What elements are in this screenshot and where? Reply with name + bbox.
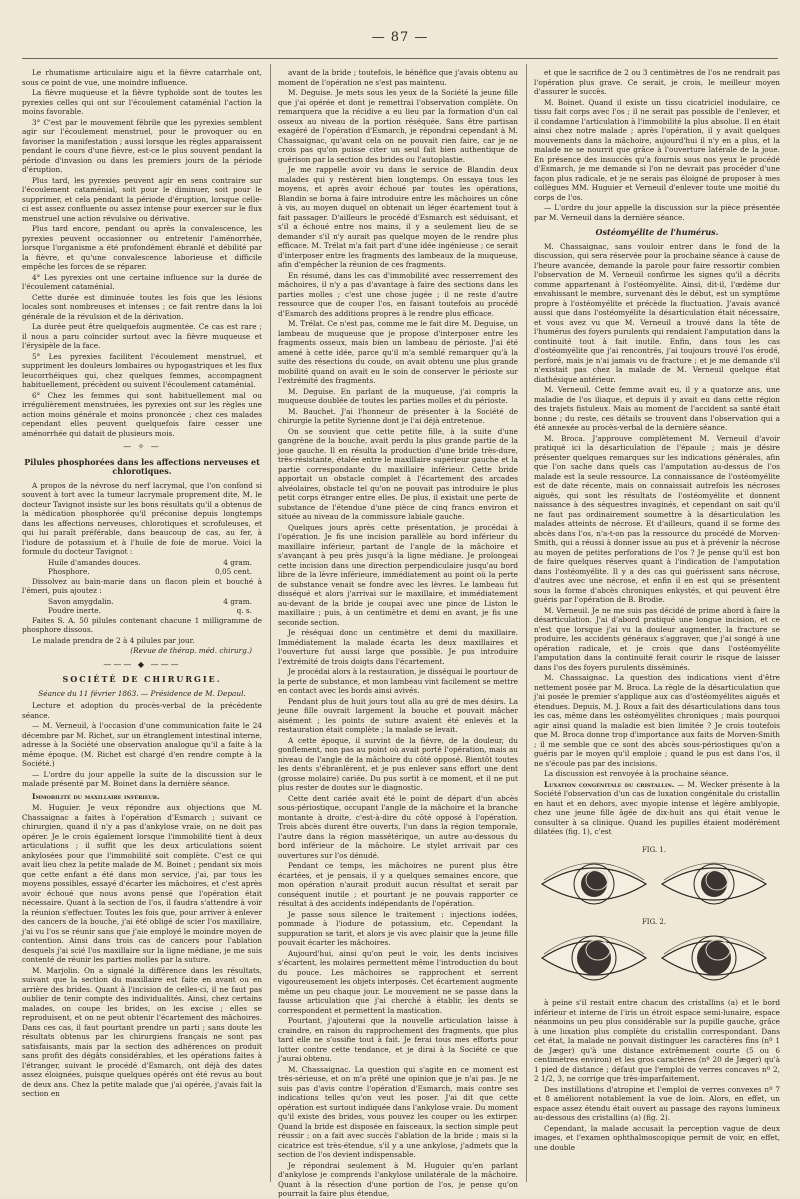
paragraph: Lecture et adoption du procès-verbal de la précédente séance. [22, 701, 262, 720]
paragraph: M. Chassaignac. La question des indications vient d'être nettement posée par M. Broca. La règle de la désarticulation que j'ai posée le premier s'applique aux cas d'ostéomyélites aiguës et étendues. Depuis, M. J. Roux a fait des désarticulations dans tous les cas, même dans les ostéomyélites chroniques ; mais pourquoi agir ainsi quand la maladie est bien limitée ? Je crois toutefois que M. Broca donne trop d'importance aux faits de Morven-Smith ; il me semble que ce sont des abcès sous-périostiques qu'on a guéris par le moyen qu'il emploie ; quand le pus est dans l'os, il ne s'écoule pas par des incisions. [534, 673, 780, 768]
paragraph-text: — M. Wecker présente à la Société l'observation d'un cas de luxation congénitale du cristallin en haut et en dehors, avec myopie intense et légère amblyopie, chez une jeune fille âgée de dix-huit ans qui était venue le consulter à sa clinique. Quand les pupilles étaient modérément dilatées (fig. 1), c'est [534, 779, 780, 836]
paragraph [534, 780, 780, 837]
quantity: q. s. [236, 606, 252, 615]
paragraph: Aujourd'hui, ainsi qu'on peut le voir, les dents incisives s'écartent, les molaires permettent même l'introduction du bout du pouce. Les mâchoires se rapprochent et serrent vigoureusement les objets interposés. Cet écartement augmente même un peu chaque jour. Le mouvement ne se passe dans la fausse articulation que j'ai cherché à établir, les dents se correspondent et permettent la mastication. [278, 948, 518, 1015]
header-rule [22, 58, 778, 59]
paragraph: à peine s'il restait entre chacun des cristallins (a) et le bord inférieur et interne de l'iris un étroit espace semi-lunaire, espace néanmoins un peu plus considérable sur la pupille gauche, grâce à une luxation plus complète du cristallin correspondant. Dans cet état, la malade ne pouvait distinguer les caractères fins (nº 1 de Jæger) qu'à une distance extrêmement courte (5 ou 6 centimètres environ) et les gros caractères (nº 20 de Jæger) qu'à 1 pied de distance ; défaut que l'emploi de verres concaves nº 2, 2 1/2, 3, ne corrige que très-imparfaitement. [534, 998, 780, 1083]
formula-line [22, 558, 262, 568]
pyrexie-conclusions [22, 68, 262, 438]
formula-line [22, 567, 262, 577]
paragraph: 4° Les pyrexies ont une certaine influence sur la durée de l'écoulement cataménial. [22, 272, 262, 291]
paragraph: M. Broca. J'approuve complètement M. Verneuil d'avoir pratiqué ici la désarticulation de l'épaule ; mais je désire présenter quelques remarques sur les indications générales, afin que l'on sache dans quels cas l'amputation au-dessus de l'os malade est la seule ressource. La connaissance de l'ostéomyélite est de date récente, mais on connaissait autrefois les nécroses aiguës, qui sont les résultats de l'ostéomyélite et donnent naissance à des séquestres invaginés, et cependant on sait qu'il ne faut pas ordinairement soumettre à la désarticulation les malades atteints de nécrose. Et d'ailleurs, quand il se forme des abcès dans l'os, n'a-t-on pas la ressource du procédé de Morven-Smith, qui a réussi à donner issue au pus et à prévenir la nécrose au moyen de petites perforations de l'os ? Je pense qu'il est bon de faire quelques réserves quant à l'indication de l'amputation dans l'ostéomyélite. Il y a des cas qui guérissent sans nécrose, d'autres avec une nécrose, et enfin il en est qui se présentent sous la forme d'abcès chroniques enkystés, et qui peuvent être guéris par l'opération de B. Brodie. [534, 433, 780, 604]
subsection-title-immobilite: Immobilité du maxillaire inférieur. [32, 791, 160, 801]
paragraph: M. Verneuil. Je ne me suis pas décidé de prime abord à faire la désarticulation. J'ai d'abord pratiqué une longue incision, et ce n'est que lorsque j'ai vu la douleur augmenter, la fracture se produire, les accidents généraux s'aggraver, que j'ai songé à une opération radicale, et je crois que dans l'ostéomyélite l'amputation dans la continuité ferait courir le risque de laisser dans l'os des foyers purulents disséminés. [534, 605, 780, 672]
source-citation: (Revue de thérap. méd. chirurg.) [130, 646, 252, 655]
eye-icon [542, 936, 646, 980]
paragraph: Des instillations d'atropine et l'emploi de verres convexes nº 7 et 8 améliorent notablement la vue de loin. Alors, en effet, un espace assez étendu était ouvert au passage des rayons lumineux au-dessous des cristallins (a) (fig. 2). [534, 1084, 780, 1122]
section-title-pilules: Pilules phosphorées dans les affections nerveuses et chlorotiques. [24, 456, 260, 476]
quantity: 0,05 cent. [215, 567, 252, 576]
column-divider [526, 64, 527, 1182]
paragraph: M. Trélat. Ce n'est pas, comme me le fait dire M. Deguise, un lambeau de muqueuse que je propose d'interposer entre les fragments osseux, mais bien un lambeau de périoste. J'ai été amené à cette idée, parce qu'il m'a semblé remarquer qu'à la suite des résections du coude, on avait obtenu une plus grande mobilité quand on avait eu le soin de conserver le périoste sur l'extrémité des fragments. [278, 319, 518, 385]
paragraph: Je répondrai seulement à M. Huguier qu'en parlant d'ankylose je comprends l'ankylose unilatérale de la mâchoire. Quant à la résection d'une portion de l'os, je pense qu'on pourrait la faire plus étendue, [278, 1160, 518, 1198]
ingredient: Huile d'amandes douces. [48, 557, 141, 567]
subsection-title-osteomyelite: Ostéomyélite de l'humérus. [595, 227, 719, 237]
fig1-label: FIG. 1. [641, 845, 667, 854]
paragraph: Le rhumatisme articulaire aigu et la fièvre catarrhale ont, sous ce point de vue, une moindre influence. [22, 68, 262, 87]
eye-icon [662, 863, 766, 904]
paragraph: Quelques jours après cette présentation, je procédai à l'opération. Je fis une incision parallèle au bord inférieur du maxillaire inférieur, partant de l'angle de la mâchoire et s'avançant à peu près jusqu'à la ligne médiane. Je prolongeai cette incision dans une direction perpendiculaire jusqu'au bord libre de la lèvre inférieure, immédiatement au point où la perte de substance venait se fondre avec les lèvres. Le lambeau fut disséqué et alors j'arrivai sur le maxillaire, et immédiatement au-devant de la bride je coupai avec une pince de Liston le maxillaire ; puis, à un centimètre et demi en avant, je fis une seconde section. [278, 522, 518, 627]
paragraph: Je passe sous silence le traitement : injections iodées, pommade à l'iodure de potassium, etc. Cependant la suppuration se tarit, et alors je vis avec plaisir que la jeune fille pouvait écarter les mâchoires. [278, 909, 518, 947]
quantity: 4 gram. [223, 596, 252, 606]
figure-1 [542, 846, 766, 904]
paragraph: — L'ordre du jour appelle la suite de la discussion sur le malade présenté par M. Boinet dans la dernière séance. [22, 769, 262, 788]
paragraph: Plus tard encore, pendant ou après la convalescence, les pyrexies peuvent occasionner ou entretenir l'aménorrhée, lorsque l'organisme a été profondément ébranlé et débilité par la fièvre, et qu'une convalescence laborieuse et difficile empêche les forces de se réparer. [22, 224, 262, 271]
paragraph: La discussion est renvoyée à la prochaine séance. [544, 769, 729, 778]
eye-icon [662, 936, 766, 980]
page-number: — 87 — [371, 30, 429, 45]
quantity: 4 gram. [223, 557, 252, 567]
paragraph: Pourtant, j'ajouterai que la nouvelle articulation laisse à craindre, en raison du rapprochement des fragments, que plus tard elle ne s'ossifie tout à fait. Je ferai tous mes efforts pour lutter contre cette tendance, et je dirai à la Société ce que j'aurai obtenu. [278, 1016, 518, 1063]
paragraph: Je réséquai donc un centimètre et demi du maxillaire. Immédiatement la malade écarta les deux maxillaires et l'ouverture fut aussi large que possible. Je pus introduire l'extrémité de trois doigts dans l'écartement. [278, 628, 518, 666]
paragraph: Plus tard, les pyrexies peuvent agir en sens contraire sur l'écoulement cataménial, soit pour le diminuer, soit pour le supprimer, et cela pendant la période d'éruption, lorsque celle-ci est assez confluente ou assez intense pour exercer sur le flux menstruel une action révulsive ou dérivative. [22, 175, 262, 223]
paragraph: Le malade prendra de 2 à 4 pilules par jour. [32, 635, 195, 645]
paragraph: On se souvient que cette petite fille, à la suite d'une gangrène de la bouche, avait perdu la plus grande partie de la joue gauche. Il en résulta la production d'une bride très-dure, très-résistante, étalée entre le maxillaire supérieur gauche et la partie correspondante du maxillaire inférieur. Cette bride apportait un obstacle complet à l'écartement des arcades alvéolaires, obstacle tel qu'on ne pouvait pas introduire le plus petit corps étranger entre elles. De plus, il existait une perte de substance de l'étendue d'une pièce de cinq francs environ et située au niveau de la commissure labiale gauche. [278, 426, 518, 521]
column-left [22, 68, 262, 1178]
seance-line: Séance du 11 février 1863. — Présidence de M. Depaul. [38, 688, 246, 698]
paragraph: M. Deguise. En parlant de la muqueuse, j'ai compris la muqueuse doublée de toutes les parties molles et du périoste. [278, 386, 518, 405]
paragraph: En résumé, dans les cas d'immobilité avec resserrement des mâchoires, il n'y a pas d'avantage à faire des sections dans les parties molles ; c'est une chose jugée ; il ne reste d'autre ressource que de couper l'os, en faisant toutefois au procédé d'Esmarch des additions propres à le rendre plus efficace. [278, 270, 518, 318]
formula-line [22, 606, 262, 616]
paragraph: M. Bauchet. J'ai l'honneur de présenter à la Société de chirurgie la petite Syrienne dont je l'ai déjà entretenue. [278, 406, 518, 425]
paragraph: 5° Les pyrexies facilitent l'écoulement menstruel, et suppriment les douleurs lombaires ou hypogastriques et les flux leucorrhéiques qui, chez quelques femmes, accompagnent habituellement, précèdent ou suivent l'écoulement cataménial. [22, 351, 262, 389]
ingredient: Poudre inerte. [48, 606, 101, 615]
paragraph: M. Marjolin. On a signalé la différence dans les résultats, suivant que la section du maxillaire est faite en avant ou en arrière des brides. Quant à l'incision de celles-ci, il ne faut pas oublier de tenir compte des individualités. Ainsi, chez certains malades, on coupe les brides, on les excise ; elles se reproduisent, et on ne peut obtenir l'écartement des mâchoires. Dans ces cas, il faut pourtant prendre un parti ; sans doute les résultats obtenus par les chirurgiens français ne sont pas satisfaisants, mais par la section des adhérences on produit sans profit des dégâts considérables, et les opérations faites à l'étranger, suivant le procédé d'Esmarch, ont déjà des dates assez éloignées, puisque quelques opérés ont été revus au bout de deux ans. Chez la petite malade que j'ai opérée, j'avais fait la section en [22, 965, 262, 1098]
column-right [534, 68, 780, 1178]
paragraph: Cependant, la malade accusait la perception vague de deux images, et l'examen ophthalmoscopique permit de voir, en effet, une double [534, 1123, 780, 1152]
paragraph: M. Chassaignac, sans vouloir entrer dans le fond de la discussion, qui sera réservée pour la prochaine séance à cause de l'heure avancée, demande la parole pour faire ressortir combien l'observation de M. Verneuil confirme les signes qu'il a décrits comme appartenant à l'ostéomyélite. Ainsi, dit-il, l'œdème dur envahissant le membre, survenant dès le début, est un symptôme propre à l'ostéomyélite et précède la fluctuation. J'avais avancé aussi que dans l'ostéomyélite la désarticulation était nécessaire, et vous avez vu que M. Verneuil a trouvé dans la tête de l'humérus des foyers purulents qui rendaient l'amputation dans la continuité tout à fait inutile. Enfin, dans tous les cas d'ostéomyélite que j'ai rencontrés, j'ai toujours trouvé l'os érodé, perforé, mais je n'ai jamais vu de fracture ; et je me demande s'il n'existait pas chez la malade de M. Verneuil quelque état diathésique antérieur. [534, 241, 780, 384]
paragraph: — L'ordre du jour appelle la discussion sur la pièce présentée par M. Verneuil dans la dernière séance. [534, 203, 780, 222]
subsection-title-luxation: Luxation congénitale du cristallin. [544, 779, 675, 789]
figure-2 [542, 918, 766, 980]
paragraph: Je procédai alors à la restauration, je disséquai le pourtour de la perte de substance, et mon lambeau vint facilement se mettre en contact avec les bords ainsi avivés. [278, 667, 518, 695]
paragraph: Pendant plus de huit jours tout alla au gré de mes désirs. La jeune fille ouvrait largement la bouche et pouvait mâcher aisément ; les points de suture avaient été enlevés et la restauration était complète ; la malade se levait. [278, 696, 518, 734]
section-title-societe: SOCIÉTÉ DE CHIRURGIE. [62, 674, 222, 684]
formula-line [22, 597, 262, 607]
paragraph: A cette époque, il survint de la fièvre, de la douleur, du gonflement, non pas au point où avait porté l'opération, mais au niveau de l'angle de la mâchoire du côté opposé. Bientôt toutes les dents s'ébranlèrent, et je pus enlever sans effort une dent (grosse molaire) cariée. Du pus sortit à ce moment, et il ne put plus rester de doutes sur le diagnostic. [278, 735, 518, 792]
ingredient: Phosphore. [48, 567, 90, 576]
paragraph: Pendant ce temps, les mâchoires ne purent plus être écartées, et je pensais, il y a quelques semaines encore, que mon opération n'aurait produit aucun résultat et serait par conséquent inutile ; et pourtant je ne pouvais rapporter ce résultat à des accidents indépendants de l'opération. [278, 861, 518, 908]
eye-icon [542, 863, 646, 904]
column-divider [270, 64, 271, 1182]
fig2-label: FIG. 2. [641, 917, 667, 926]
paragraph: M. Boinet. Quand il existe un tissu cicatriciel inodulaire, ce tissu fait corps avec l'os ; il ne serait pas possible de l'enlever, et il condamne l'articulation à l'immobilité la plus absolue. Il en était ainsi chez notre malade ; après l'opération, il y avait quelques mouvements dans la mâchoire, aujourd'hui il n'y en a plus, et la malade ne se nourrit que grâce à l'ouverture latérale de la joue. En présence des insuccès qu'a fournis sous nos yeux le procédé d'Esmarch, je me demande si l'on ne devrait pas procéder d'une façon plus radicale, et je ne serais pas éloigné de proposer à mes collègues MM. Huguier et Verneuil d'enlever toute une moitié du corps de l'os. [534, 97, 780, 202]
ornament-divider: — ✧ — [123, 442, 161, 451]
paragraph: 6° Chez les femmes qui sont habituellement mal ou irrégulièrement menstruées, les pyrexies ont sur les règles une action moins générale et moins prononcée ; chez ces malades cependant elles peuvent quelquefois faire cesser une aménorrhée qui datait de plusieurs mois. [22, 390, 262, 438]
paragraph: Cette dent cariée avait été le point de départ d'un abcès sous-périostique, occupant l'angle de la mâchoire et la branche montante à droite, c'est-à-dire du côté opposé à l'opération. Trois abcès durent être ouverts, l'un dans la région temporale, l'autre dans la région massétérique, un autre au-dessous du bord inférieur de la mâchoire. Le stylet arrivait par ces ouvertures sur l'os dénudé. [278, 793, 518, 860]
paragraph: La durée peut être quelquefois augmentée. Ce cas est rare ; il nous a paru coïncider surtout avec la fièvre muqueuse et l'érysipèle de la face. [22, 322, 262, 350]
paragraph: avant de la bride ; toutefois, le bénéfice que j'avais obtenu au moment de l'opération ne s'est pas maintenu. [278, 68, 518, 87]
paragraph: Cette durée est diminuée toutes les fois que les lésions locales sont nombreuses et intenses ; ce fait rentre dans la loi générale de la révulsion et de la dérivation. [22, 292, 262, 321]
paragraph: et que le sacrifice de 2 ou 3 centimètres de l'os ne rendrait pas l'opération plus grave. Ce serait, je crois, le meilleur moyen d'assurer le succès. [534, 68, 780, 96]
paragraph: 3° C'est par le mouvement fébrile que les pyrexies semblent agir sur l'écoulement menstruel, pour le provoquer ou en favoriser la manifestation ; aussi lorsque les règles apparaissent pendant le cours d'une fièvre, est-ce le plus souvent pendant la période d'invasion ou dans les premiers jours de la période d'éruption. [22, 117, 262, 174]
paragraph: La fièvre muqueuse et la fièvre typhoïde sont de toutes les pyrexies celles qui ont sur l'écoulement cataménial l'action la moins favorable. [22, 88, 262, 116]
paragraph: M. Verneuil. Cette femme avait eu, il y a quatorze ans, une maladie de l'os iliaque, et depuis il y avait eu dans cette région des trajets fistuleux. Mais au moment de l'accident sa santé était bonne ; du reste, ces détails se trouvent dans l'observation qui a été annexée au procès-verbal de la dernière séance. [534, 385, 780, 432]
paragraph: M. Huguier. Je veux répondre aux objections que M. Chassaignac a faites à l'opération d'Esmarch ; suivant ce chirurgien, quand il n'y a pas d'ankylose vraie, on ne doit pas opérer. Je le crois également lorsque l'immobilité tient à deux articulations ; il suffit que les deux articulations soient ankylosées pour que l'immobilité soit complète. C'est ce qui avait lieu chez la petite malade de M. Boinet ; pendant six mois que cette enfant a été dans mon service, j'ai, par tous les moyens possibles, essayé d'écarter les mâchoires, et c'est après avoir échoué que nous avons pensé que l'opération était nécessaire. Quant à la section de l'os, il faudra s'attendre à voir la réunion s'effectuer. Toutes les fois que, pour arriver à enlever des cancers de la bouche, j'ai été obligé de scier l'os maxillaire, j'ai vu l'os se réunir sans que j'aie employé le moindre moyen de contention. Ainsi dans trois cas de cancers pour l'ablation desquels j'ai scié l'os maxillaire sur la ligne médiane, je me suis contenté de réunir les parties molles par la suture. [22, 803, 262, 964]
column-middle [278, 68, 518, 1198]
ornament-divider: ——— ◆ ——— [103, 659, 181, 669]
paragraph: M. Chassaignac. La question qui s'agite en ce moment est très-sérieuse, et on m'a prêté une opinion que je n'ai pas. Je ne suis pas d'avis contre l'opération d'Esmarch, mais contre ses indications telles qu'on veut les poser. J'ai dit que cette opération est surtout indiquée dans l'ankylose vraie. Du moment qu'il existe des brides, vous pouvez les couper ou les extirper. Quand la bride est disposée en faisceaux, la section simple peut réussir ; on a fait avec succès l'ablation de la bride ; mais si la cicatrice est très-étendue, s'il y a une ankylose, j'admets que la section de l'os devient indispensable. [278, 1064, 518, 1159]
paragraph: Dissolvez au bain-marie dans un flacon plein et bouché à l'émeri, puis ajoutez : [22, 576, 262, 595]
paragraph: Je me rappelle avoir vu dans le service de Blandin deux malades qui y restèrent bien longtemps. On essaya tous les moyens, et après avoir échoué par toutes les opérations, Blandin se borna à faire introduire entre les mâchoires un cône à vis, au moyen duquel on obtenait un léger écartement tout à fait passager. D'ailleurs le procédé d'Esmarch est séduisant, et s'il a échoué entre nos mains, il y a seulement lieu de se demander s'il n'y aurait pas quelque moyen de le rendre plus efficace. M. Trélat m'a fait part d'une idée ingénieuse ; ce serait d'interposer entre les fragments des lambeaux de la muqueuse, afin d'empêcher la réunion de ces fragments. [278, 165, 518, 269]
eye-figures [534, 842, 774, 992]
paragraph: M. Deguise. Je mets sous les yeux de la Société la jeune fille que j'ai opérée et dont je remettrai l'observation complète. On remarquera que la récidive a eu lieu par la formation d'un cal osseux au niveau de la portion réséquée. Sans être partisan exagéré de l'opération d'Esmarch, je répondrai cependant à M. Chassaignac, qu'avant cela on ne pouvait rien faire, car je ne crois pas qu'on puisse citer un seul fait bien authentique de guérison par la section des brides ou l'autoplastie. [278, 88, 518, 164]
paragraph: — M. Verneuil, à l'occasion d'une communication faite le 24 décembre par M. Richet, sur un étranglement intestinal interne, adresse à la Société une observation analogue qu'il a faite à la même époque. (M. Richet est chargé d'en rendre compte à la Société.) [22, 721, 262, 768]
paragraph: A propos de la névrose du nerf lacrymal, que l'on confond si souvent à tort avec la tumeur lacrymale proprement dite, M. le docteur Tavignot insiste sur les bons résultats qu'il a obtenus de la médication phosphorée qu'il préconise depuis longtemps dans les affections nerveuses, chlorotiques et scrofuleuses, et qui lui paraît préférable, dans beaucoup de cas, au fer, à l'iodure de potassium et à l'huile de foie de morue. Voici la formule du docteur Tavignot : [22, 480, 262, 556]
paragraph: Faites S. A. 50 pilules contenant chacune 1 milligramme de phosphore dissous. [22, 615, 262, 634]
ingredient: Savon amygdalin. [48, 596, 114, 606]
